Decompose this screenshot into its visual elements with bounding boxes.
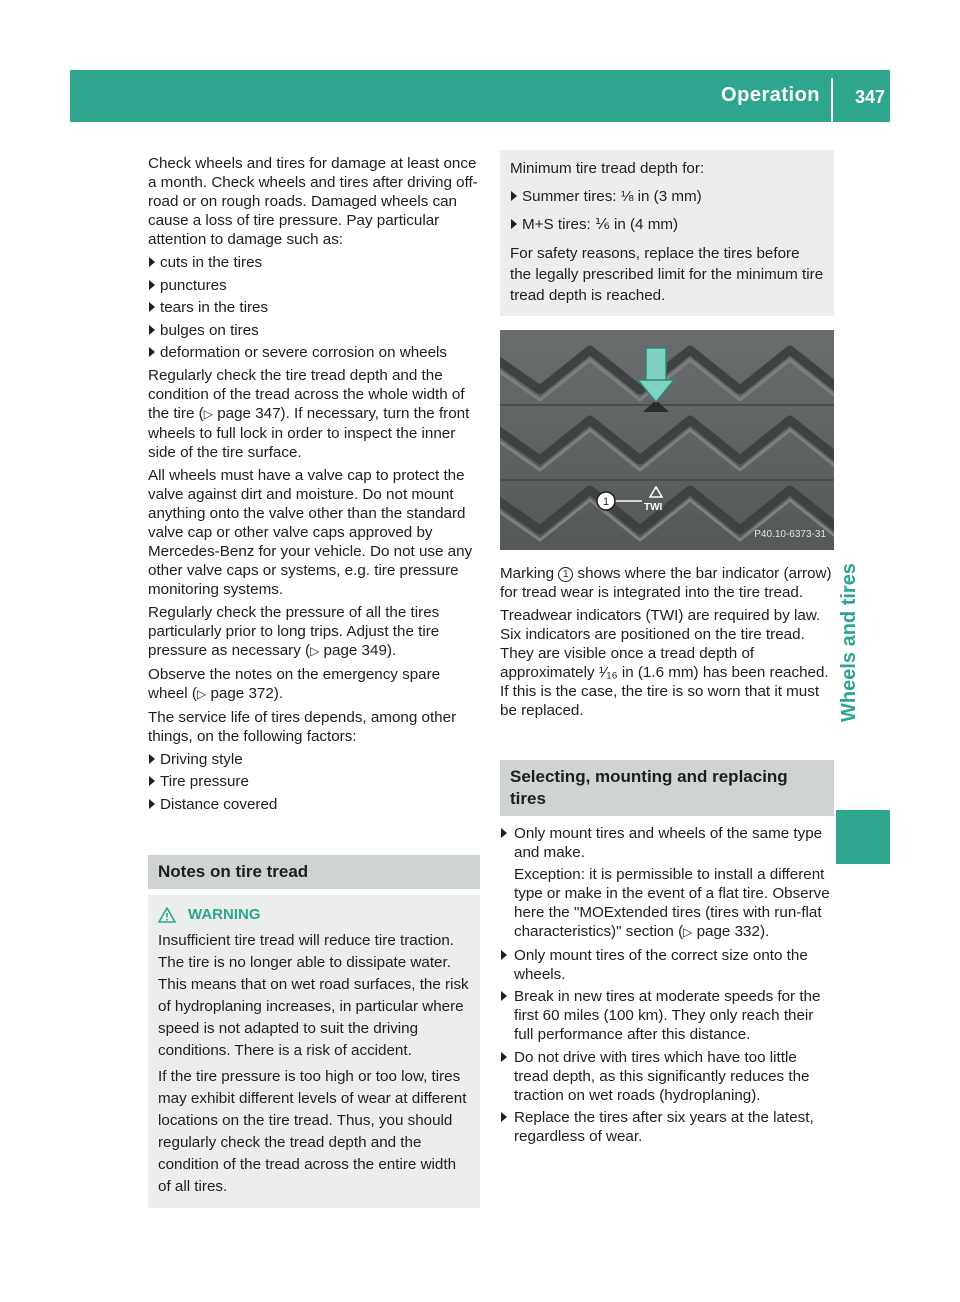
- list-item: Tire pressure: [148, 772, 480, 791]
- min-tread-note: For safety reasons, replace the tires before the legally prescribed limit for the minimum tire tread depth is reached.: [510, 245, 824, 304]
- factors-list: [148, 750, 480, 814]
- header-divider: [831, 78, 833, 122]
- list-item: punctures: [148, 276, 480, 295]
- twi-label: TWI: [644, 502, 663, 513]
- warning-box: [148, 895, 480, 1208]
- list-item: M+S tires: ⅙ in (4 mm): [510, 215, 824, 234]
- min-tread-title: Minimum tire tread depth for:: [510, 160, 705, 177]
- spare-wheel-paragraph: Observe the notes on the emergency spare wheel (▷ page 372).: [148, 665, 441, 702]
- list-item: Only mount tires and wheels of the same type and make. Exception: it is permissible to install a different type or make in the event of a flat tire. Observe here the "MOExtended tires (tires with run-flat characteristics)" section (▷ page 332).: [500, 824, 834, 942]
- list-item: Only mount tires of the correct size onto the wheels.: [500, 946, 834, 984]
- left-column: [148, 154, 480, 1208]
- list-item: cuts in the tires: [148, 253, 480, 272]
- list-item: Summer tires: ⅛ in (3 mm): [510, 187, 824, 206]
- page-number: 347: [854, 87, 885, 107]
- tread-check-paragraph: Regularly check the tire tread depth and the condition of the tread across the whole width of the tire (▷ page 347). If necessary, turn the front wheels to full lock in order to inspect the inner side of the tire surface.: [148, 366, 470, 461]
- chapter-tab-block: [836, 810, 890, 864]
- twi-paragraph: Treadwear indicators (TWI) are required by law. Six indicators are positioned on the tire tread. They are visible once a tread depth of approximately ¹⁄₁₆ in (1.6 mm) has been reached. If this is the case, the tire is so worn that it must be replaced.: [500, 607, 829, 719]
- pressure-paragraph: Regularly check the pressure of all the tires particularly prior to long trips. Adjust the tire pressure as necessary (▷ page 349).: [148, 603, 440, 659]
- page-ref-link[interactable]: page 349: [323, 641, 387, 659]
- selecting-tires-list: [500, 824, 834, 1146]
- page-header-bar: [70, 70, 890, 122]
- service-life-paragraph: The service life of tires depends, among other things, on the following factors:: [148, 708, 457, 745]
- list-item: tears in the tires: [148, 298, 480, 317]
- marking-paragraph: Marking 1 shows where the bar indicator (arrow) for tread wear is integrated into the tire tread.: [500, 565, 832, 601]
- list-item: bulges on tires: [148, 321, 480, 340]
- warning-text: If the tire pressure is too high or too low, tires may exhibit different levels of wear at different locations on the tire tread. Thus, you should regularly check the tread depth and the condition of the tread across the entire width of all tires.: [158, 1068, 467, 1195]
- notes-tire-tread-heading: Notes on tire tread: [148, 855, 480, 889]
- tire-tread-figure: [500, 330, 834, 550]
- list-item: Break in new tires at moderate speeds for the first 60 miles (100 km). They only reach their full performance after this distance.: [500, 987, 834, 1044]
- list-item: Distance covered: [148, 795, 480, 814]
- intro-paragraph: Check wheels and tires for damage at least once a month. Check wheels and tires after driving off-road or on rough roads. Damaged wheels can cause a loss of tire pressure. Pay particular attention to damage such as:: [148, 155, 478, 248]
- tire-tread-illustration: [500, 330, 834, 550]
- list-item: Driving style: [148, 750, 480, 769]
- page-ref-arrow-icon: ▷: [203, 406, 213, 421]
- chapter-side-tab: [836, 122, 890, 812]
- list-item: deformation or severe corrosion on wheels: [148, 343, 480, 362]
- page-ref-link[interactable]: page 372: [210, 684, 274, 702]
- right-column: [500, 154, 834, 1150]
- exception-note: Exception: it is permissible to install a different type or make in the event of a flat tire. Observe here the "MOExtended tires (tires with run-flat characteristics)" section (▷ page 332).: [514, 866, 830, 940]
- list-item: Replace the tires after six years at the latest, regardless of wear.: [500, 1108, 834, 1146]
- list-item: Do not drive with tires which have too little tread depth, as this significantly reduces the traction on wet roads (hydroplaning).: [500, 1048, 834, 1105]
- warning-title: WARNING: [158, 905, 470, 924]
- valve-cap-paragraph: All wheels must have a valve cap to protect the valve against dirt and moisture. Do not mount anything onto the valve other than the standard valve cap or other valve caps approved by Mercedes-Benz for your vehicle. Do not use any other valve caps or systems, e.g. tire pressure monitoring systems.: [148, 466, 473, 598]
- page-ref-link[interactable]: page 332: [696, 923, 760, 940]
- figure-callout: 1: [602, 496, 610, 508]
- min-tread-box: [500, 150, 834, 316]
- selecting-tires-heading: Selecting, mounting and replacing tires: [500, 760, 834, 816]
- callout-1-icon: 1: [558, 567, 573, 582]
- warning-triangle-icon: [158, 907, 176, 923]
- page-ref-arrow-icon: ▷: [310, 643, 320, 658]
- page-ref-arrow-icon: ▷: [683, 925, 693, 939]
- page-ref-link[interactable]: page 347: [217, 404, 281, 422]
- damage-list: [148, 253, 480, 362]
- figure-code: P40.10-6373-31: [754, 529, 826, 540]
- section-title: Operation: [721, 84, 820, 106]
- min-tread-list: [510, 187, 824, 234]
- warning-text: Insufficient tire tread will reduce tire traction. The tire is no longer able to dissipate water. This means that on wet road surfaces, the risk of hydroplaning increases, in particular where speed is not adapted to suit the driving conditions. There is a risk of accident.: [158, 932, 469, 1059]
- chapter-label: Wheels and tires: [838, 563, 860, 722]
- page-ref-arrow-icon: ▷: [196, 686, 207, 701]
